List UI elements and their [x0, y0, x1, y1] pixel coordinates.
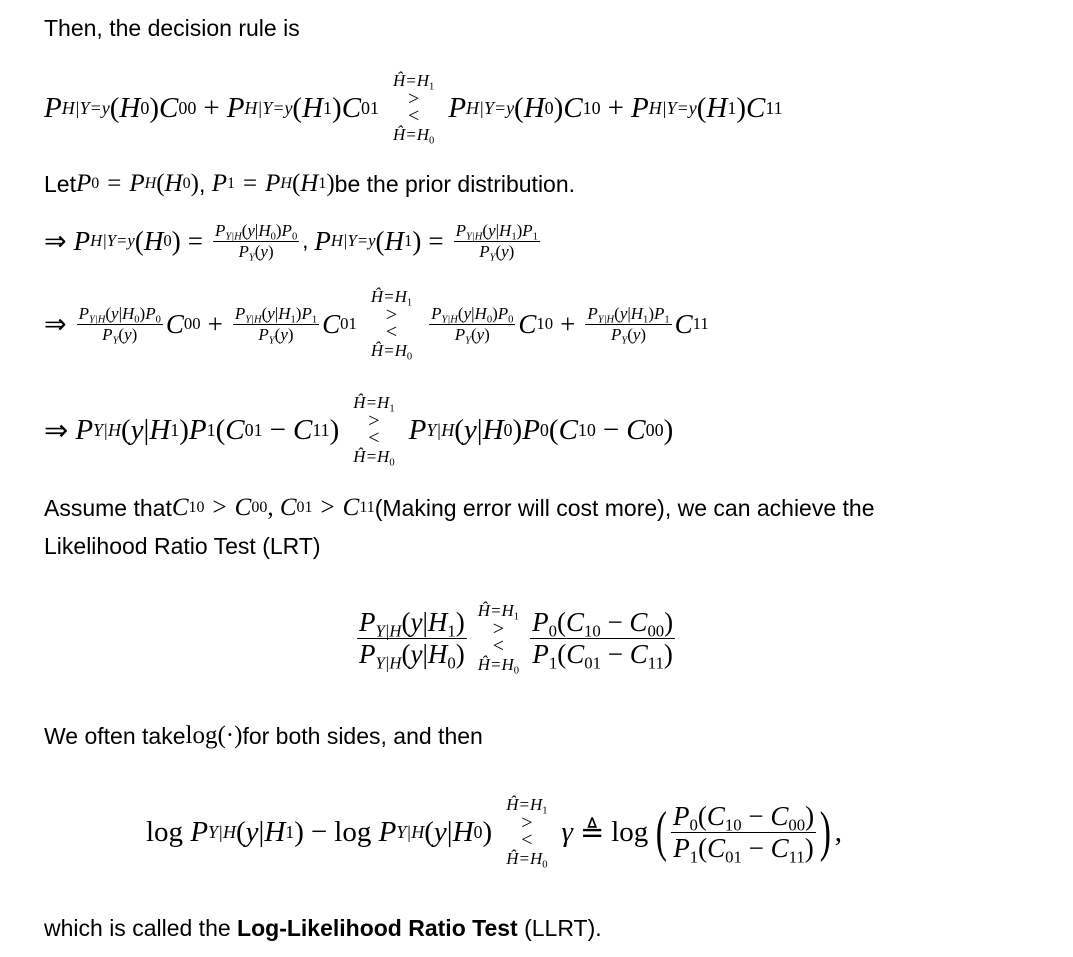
paragraph-assumption-line2: Likelihood Ratio Test (LRT)	[44, 533, 321, 559]
paragraph-priors: Let P 0 = P H ( H 0 ) , P 1 = P H ( H 1 ) be the prior distribution.	[44, 170, 576, 197]
paragraph-assumption-line1: Assume that C 10 > C 00 , C 01 > C 11 (Making error will cost more), we can achieve the	[44, 494, 875, 521]
intro-text: Then, the decision rule is	[44, 15, 300, 41]
equation-decision-rule: P H|Y=y ( H 0 ) C 00 + P H|Y=y ( H 1 ) C 01 $Ĥ=H_1$ > < $Ĥ=H_0$ P H|Y=y ( H 0 ) C 10 + P H|Y=y ( H 1 ) C 11	[44, 71, 783, 147]
llrt-term: Log-Likelihood Ratio Test	[237, 915, 518, 941]
decision-relation: $Ĥ=H_1$ > < $Ĥ=H_0$	[393, 71, 435, 147]
equation-lrt: $\frac{P_{Y|H}(y|H_1)}{P_{Y|H}(y|H_0)}$ $Ĥ=H_1$ > < $Ĥ=H_0$ $\frac{P_0(C_{10} - C_{00})}{P_1(C_{01} - C_{11})}$	[359, 601, 674, 677]
equation-rearranged: ⇒ P Y|H ( y | H 1 ) P 1 ( C 01 − C 11 ) $Ĥ=H_1$ > < $Ĥ=H_0$ P Y|H ( y | H 0 ) P 0 ( C 10 − C 00 )	[44, 393, 674, 469]
paragraph-intro	[44, 10, 300, 46]
decision-limit-lower: $Ĥ=H_0$	[393, 125, 435, 147]
equation-posteriors: ⇒ P H|Y=y ( H 0 ) = $\frac{P_{Y|H}(y|H_0)P_0}{P_Y(y)}$ , P H|Y=y ( H 1 ) = $\frac{P_{Y|H}(y|H_1)P_1}{P_Y(y)}$	[44, 220, 538, 263]
paragraph-log: We often take log (·) for both sides, and then	[44, 722, 483, 749]
equation-substituted: ⇒ $\frac{P_{Y|H}(y|H_0)P_0}{P_Y(y)}$ C 00 + $\frac{P_{Y|H}(y|H_1)P_1}{P_Y(y)}$ C 01 $Ĥ=H_1$ > < $Ĥ=H_0$ $\frac{P_{Y|H}(y|H_0)P_0}{P_Y(y)}$ C 10 + $\frac{P_{Y|H}(y|H_1)P_1}{P_Y(y)}$ C 11	[44, 287, 709, 363]
paragraph-llrt: which is called the Log-Likelihood Ratio Test (LLRT).	[44, 915, 602, 941]
decision-limit-upper: $Ĥ=H_1$	[393, 71, 435, 93]
implies-symbol: ⇒	[44, 225, 67, 256]
equation-llrt: log P Y|H ( y | H 1 ) − log P Y|H ( y | H 0 ) $Ĥ=H_1$ > < $Ĥ=H_0$ γ ≜ log ( $\frac{P_0(C_{10} - C_{00})}{P_1(C_{01} - C_{11})}$ ) ,	[146, 795, 842, 871]
plus-sign: +	[203, 91, 220, 124]
